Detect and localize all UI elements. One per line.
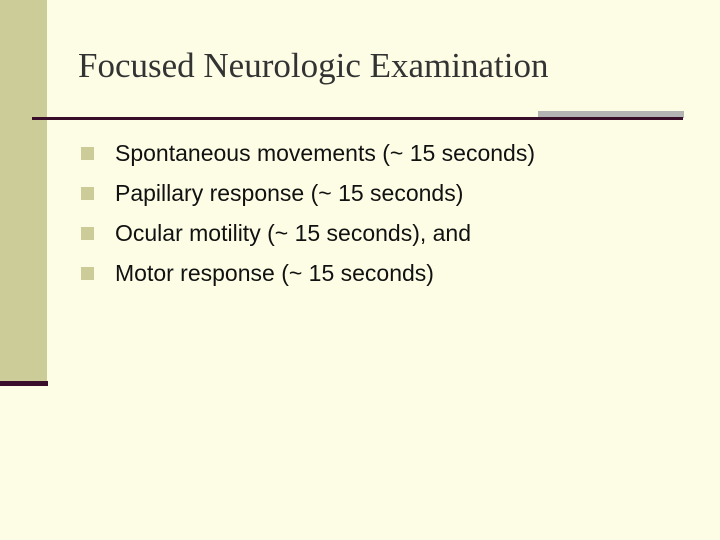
title-rule bbox=[32, 117, 683, 120]
square-bullet-icon bbox=[81, 227, 94, 240]
bullet-text: Motor response (~ 15 seconds) bbox=[115, 259, 434, 286]
bullet-item-papillary-response bbox=[80, 173, 535, 213]
bullet-text: Ocular motility (~ 15 seconds), and bbox=[115, 219, 472, 246]
bullet-list bbox=[80, 133, 535, 293]
bullet-text: Papillary response (~ 15 seconds) bbox=[115, 179, 464, 206]
bullet-item-ocular-motility bbox=[80, 213, 535, 253]
square-bullet-icon bbox=[81, 187, 94, 200]
slide-title: Focused Neurologic Examination bbox=[78, 46, 549, 85]
bullet-item-spontaneous-movements bbox=[80, 133, 535, 173]
square-bullet-icon bbox=[81, 267, 94, 280]
square-bullet-icon bbox=[81, 147, 94, 160]
bullet-item-motor-response bbox=[80, 253, 535, 293]
bullet-text: Spontaneous movements (~ 15 seconds) bbox=[115, 139, 535, 166]
left-accent-line bbox=[0, 381, 48, 386]
left-decorative-bar bbox=[0, 0, 47, 381]
